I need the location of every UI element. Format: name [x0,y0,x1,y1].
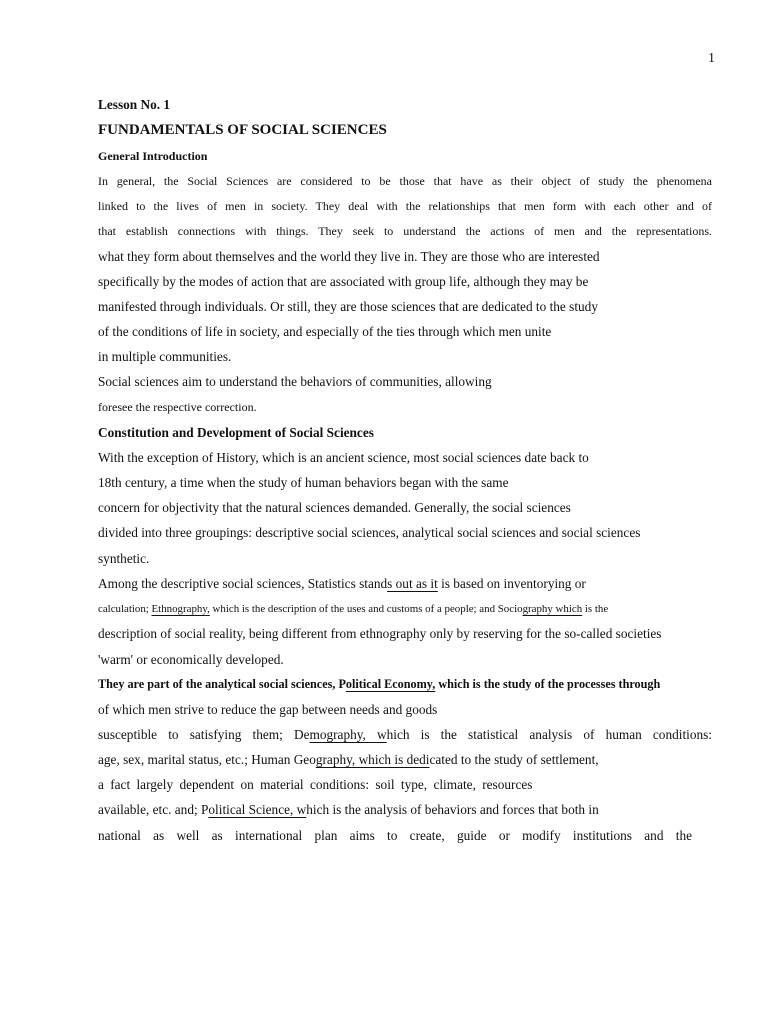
text-run: calculation; [98,603,152,615]
page-number: 1 [708,51,715,66]
section-heading-general-introduction: General Introduction [98,149,208,163]
paragraph-line-descriptive [98,575,586,593]
paragraph-line: 18th century, a time when the study of human behaviors began with the same [98,475,509,490]
text-run: hich is the analysis of behaviors and forces that both in [306,802,599,817]
text-run: is based on inventorying or [437,576,586,591]
underlined-text: graphy, which is dedi [315,752,430,767]
paragraph-line: specifically by the modes of action that are associated with group life, although they may be [98,274,589,289]
paragraph-line: With the exception of History, which is an ancient science, most social sciences date back to [98,450,589,465]
paragraph-line: of the conditions of life in society, and especially of the ties through which men unite [98,324,552,339]
underlined-text: s out as it [387,576,438,591]
paragraph-line: manifested through individuals. Or still, they are those sciences that are dedicated to the study [98,299,598,314]
text-run: available, etc. and; P [98,802,209,817]
underlined-text: Ethnography, [151,603,210,615]
underlined-text: olitical Science, w [208,802,307,817]
paragraph-line: a fact largely dependent on material conditions: soil type, climate, resources [98,777,533,792]
paragraph-line [98,801,599,819]
underlined-text: mography, w [309,727,387,742]
text-run: is the [582,603,609,615]
underlined-text: olitical Economy, [345,677,436,691]
paragraph-line: foresee the respective correction. [98,400,257,414]
text-run: hich is the statistical analysis of human conditions: [386,727,713,742]
section-heading-constitution: Constitution and Development of Social Sciences [98,425,374,440]
paragraph-line: what they form about themselves and the world they live in. They are those who are interested [98,249,600,264]
text-run: which is the study of the processes through [435,677,661,691]
document-title: FUNDAMENTALS OF SOCIAL SCIENCES [98,122,387,138]
paragraph-line: description of social reality, being different from ethnography only by reserving for the so-called societies [98,626,662,641]
paragraph-line: Social sciences aim to understand the behaviors of communities, allowing [98,374,492,389]
paragraph-line: 'warm' or economically developed. [98,652,284,667]
paragraph-line: synthetic. [98,551,150,566]
paragraph-line: In general, the Social Sciences are considered to be those that have as their object of study the phenomena [98,174,712,188]
underlined-text: graphy which [522,603,583,615]
paragraph-line: that establish connections with things. They seek to understand the actions of men and the representations. [98,224,712,238]
paragraph-line [98,726,712,744]
text-run: They are part of the analytical social sciences, P [98,677,346,691]
paragraph-line [98,600,608,618]
paragraph-line: in multiple communities. [98,349,232,364]
paragraph-line [98,751,599,769]
paragraph-line: concern for objectivity that the natural sciences demanded. Generally, the social sciences [98,500,571,515]
text-run: cated to the study of settlement, [429,752,599,767]
text-run: age, sex, marital status, etc.; Human Geo [98,752,316,767]
lesson-label: Lesson No. 1 [98,97,171,112]
paragraph-line-analytical [98,675,660,693]
paragraph-line: of which men strive to reduce the gap between needs and goods [98,702,438,717]
paragraph-line: linked to the lives of men in society. They deal with the relationships that men form with each other and of [98,199,712,213]
paragraph-line: national as well as international plan aims to create, guide or modify institutions and the [98,828,692,843]
text-run: which is the description of the uses and customs of a people; and Socio [209,603,523,615]
text-run: Among the descriptive social sciences, Statistics stand [98,576,388,591]
text-run: susceptible to satisfying them; De [98,727,310,742]
paragraph-line: divided into three groupings: descriptive social sciences, analytical social sciences and social sciences [98,525,641,540]
